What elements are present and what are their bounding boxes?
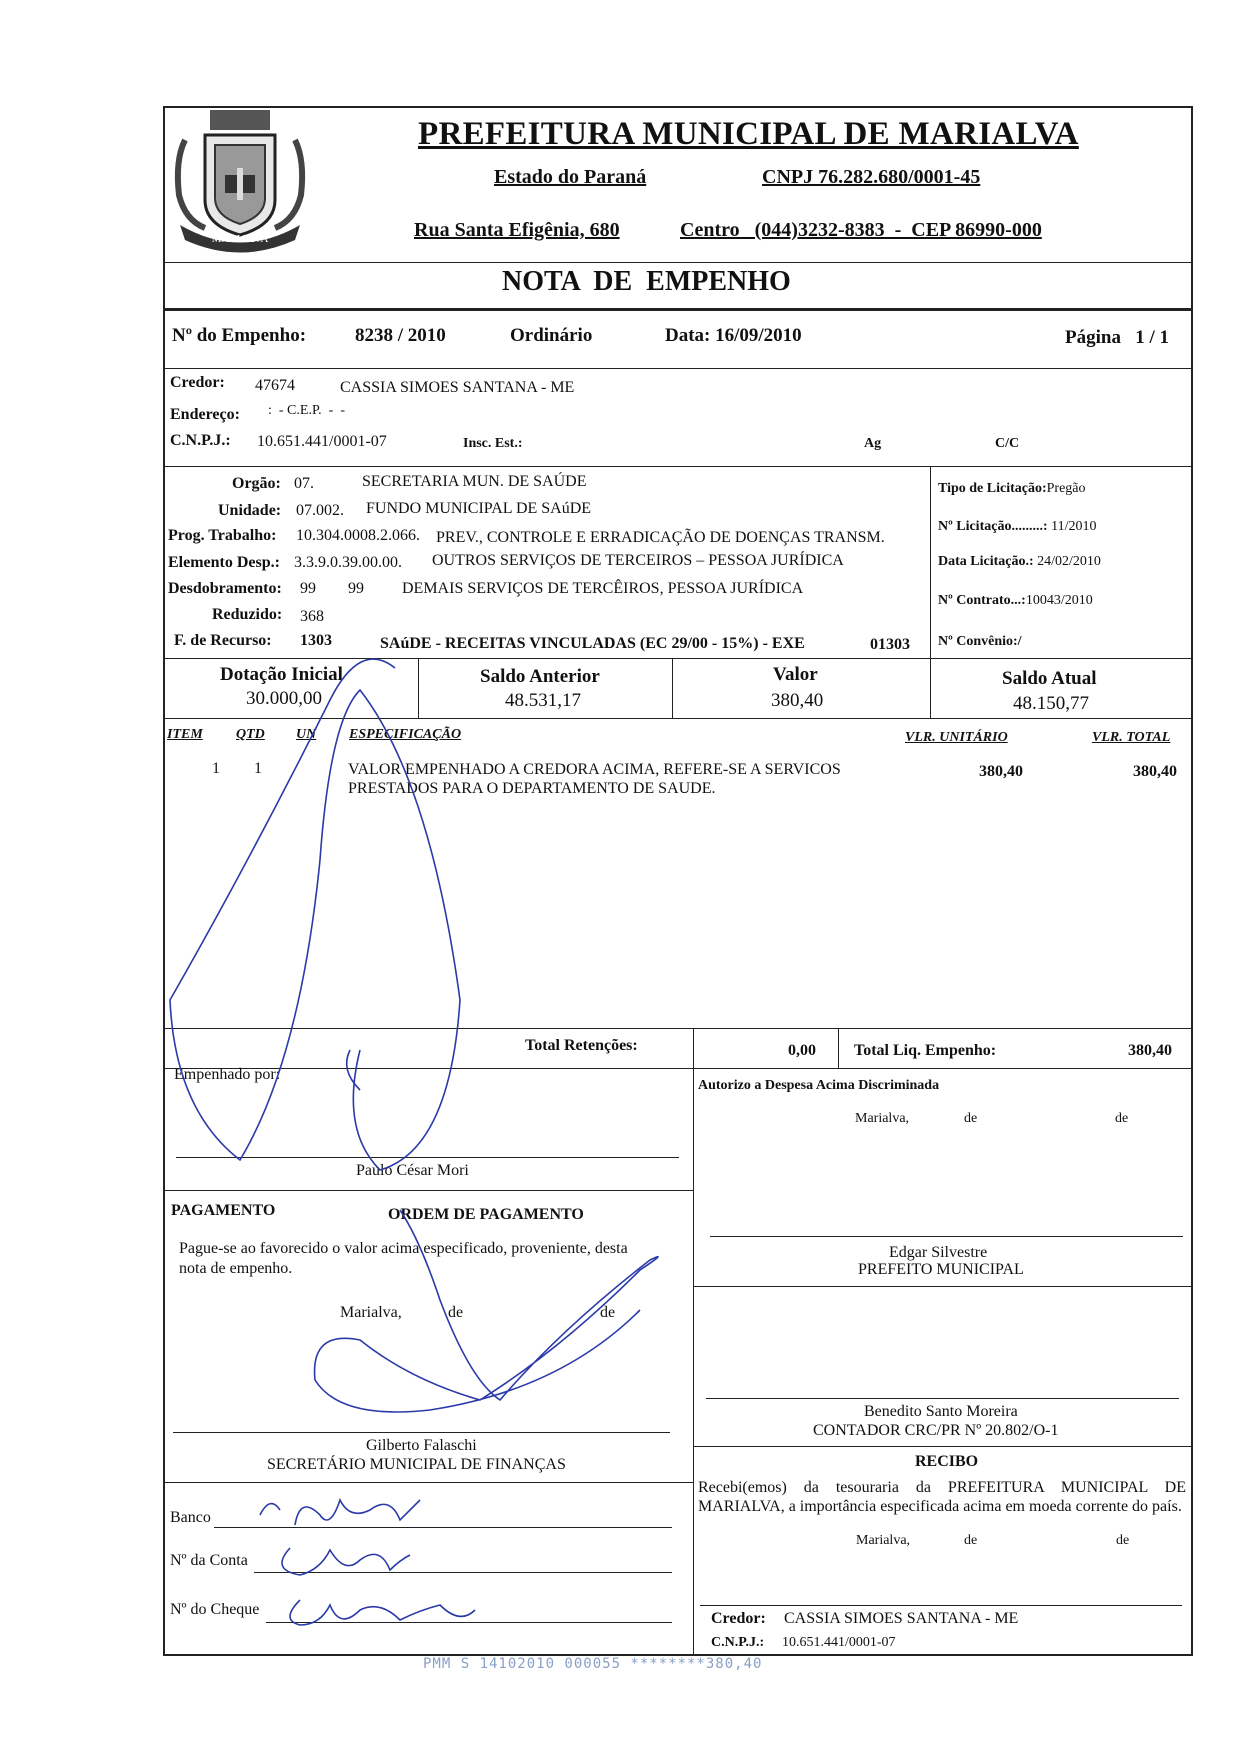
place-marialva: Marialva,	[855, 1111, 910, 1126]
orgao-name: SECRETARIA MUN. DE SAÚDE	[362, 473, 587, 490]
coat-of-arms-logo	[165, 100, 315, 262]
num-licitacao-value: 11/2010	[1051, 519, 1097, 534]
credor-name: CASSIA SIMOES SANTANA - ME	[340, 379, 575, 396]
street-address: Rua Santa Efigênia, 680	[414, 219, 620, 241]
date-de: de	[964, 1533, 978, 1548]
col-especificacao-header: ESPECIFICAÇÃO	[349, 727, 462, 742]
desdobramento-code: 99	[300, 580, 316, 597]
empenhado-por-name: Paulo César Mori	[356, 1162, 469, 1179]
cheque-field-line	[266, 1622, 672, 1623]
desdobramento-code: 99	[348, 580, 364, 597]
empenho-label: Nº do Empenho:	[172, 325, 307, 346]
banco-field-line	[214, 1527, 672, 1528]
place-marialva: Marialva,	[340, 1304, 402, 1321]
recibo-cnpj-label: C.N.P.J.:	[711, 1635, 765, 1650]
contrato-value: 10043/2010	[1025, 593, 1093, 608]
place-marialva: Marialva,	[856, 1533, 911, 1548]
date-de: de	[448, 1304, 464, 1321]
endereco-value: : - C.E.P. - -	[268, 403, 345, 418]
secretario-title: SECRETÁRIO MUNICIPAL DE FINANÇAS	[267, 1456, 566, 1473]
divider	[693, 1068, 694, 1654]
item-qty: 1	[254, 760, 262, 777]
page-number: Página 1 / 1	[1065, 327, 1169, 348]
insc-est-label: Insc. Est.:	[463, 436, 523, 451]
agencia-label: Ag	[864, 436, 882, 451]
divider	[418, 658, 419, 718]
data-licitacao-value: 24/02/2010	[1037, 554, 1101, 569]
conta-field-line	[254, 1572, 672, 1573]
convenio-label: Nº Convênio:/	[938, 634, 1022, 649]
prefeito-name: Edgar Silvestre	[889, 1244, 988, 1261]
unidade-name: FUNDO MUNICIPAL DE SAúDE	[366, 500, 592, 517]
signature-line	[710, 1236, 1183, 1237]
divider	[693, 1446, 1193, 1447]
signature-line	[700, 1605, 1182, 1606]
valor-value: 380,40	[771, 690, 824, 711]
contador-name: Benedito Santo Moreira	[864, 1403, 1018, 1420]
total-retencoes-value: 0,00	[788, 1042, 816, 1059]
recurso-code-2: 01303	[870, 636, 910, 653]
orgao-code: 07.	[294, 475, 314, 492]
col-item-header: ITEM	[167, 727, 203, 742]
col-valor-unitario-header: VLR. UNITÁRIO	[905, 730, 1008, 745]
item-spec-line1: VALOR EMPENHADO A CREDORA ACIMA, REFERE-SE A SERVICOS	[348, 761, 841, 778]
total-liquido-label: Total Liq. Empenho:	[854, 1042, 997, 1059]
signature-line	[173, 1432, 670, 1433]
signature-line	[706, 1398, 1179, 1399]
doc-title: NOTA DE EMPENHO	[502, 266, 791, 297]
divider	[163, 1068, 1193, 1069]
credor-code: 47674	[255, 377, 295, 394]
elemento-label: Elemento Desp.:	[168, 554, 280, 571]
reduzido-label: Reduzido:	[212, 606, 283, 623]
ordem-pagamento-heading: ORDEM DE PAGAMENTO	[388, 1206, 584, 1223]
item-spec-line2: PRESTADOS PARA O DEPARTAMENTO DE SAUDE.	[348, 780, 716, 797]
empenho-number: 8238 / 2010	[355, 325, 446, 346]
conta-corrente-label: C/C	[995, 436, 1020, 451]
secretario-name: Gilberto Falaschi	[366, 1437, 477, 1454]
date-de: de	[964, 1111, 978, 1126]
desdobramento-name: DEMAIS SERVIÇOS DE TERCÊIROS, PESSOA JURÍDICA	[402, 580, 804, 597]
recibo-heading: RECIBO	[915, 1453, 979, 1470]
divider	[693, 1028, 694, 1068]
dotacao-label: Dotação Inicial	[220, 664, 343, 685]
col-un-header: UN	[296, 727, 317, 742]
credor-label: Credor:	[170, 374, 225, 391]
autorizo-heading: Autorizo a Despesa Acima Discriminada	[698, 1078, 940, 1093]
elemento-code: 3.3.9.0.39.00.00.	[294, 554, 402, 571]
recibo-cnpj-value: 10.651.441/0001-07	[782, 1635, 896, 1650]
endereco-label: Endereço:	[170, 406, 240, 423]
recurso-label: F. de Recurso:	[174, 632, 272, 649]
cnpj-label: C.N.P.J.:	[170, 432, 231, 449]
signature-line	[176, 1157, 679, 1158]
prog-trabalho-label: Prog. Trabalho:	[168, 527, 277, 544]
divider	[163, 1482, 693, 1483]
address-contact: Centro (044)3232-8383 - CEP 86990-000	[680, 219, 1042, 241]
divider	[672, 658, 673, 718]
recurso-name: SAúDE - RECEITAS VINCULADAS (EC 29/00 - 15%) - EXE	[380, 635, 805, 652]
num-licitacao-label: Nº Licitação.........:	[938, 519, 1048, 534]
empenhado-por-label: Empenhado por:	[174, 1066, 281, 1083]
total-retencoes-label: Total Retenções:	[525, 1037, 638, 1054]
prefeitura-title: PREFEITURA MUNICIPAL DE MARIALVA	[418, 116, 1079, 152]
date-de: de	[1115, 1111, 1129, 1126]
saldo-anterior-value: 48.531,17	[505, 690, 581, 711]
tipo-licitacao-label: Tipo de Licitação:	[938, 481, 1047, 496]
valor-label: Valor	[773, 664, 818, 685]
dotacao-value: 30.000,00	[246, 688, 322, 709]
item-total-value: 380,40	[1133, 763, 1177, 780]
recibo-credor-name: CASSIA SIMOES SANTANA - ME	[784, 1610, 1019, 1627]
pague-se-text-line2: nota de empenho.	[179, 1260, 293, 1277]
saldo-anterior-label: Saldo Anterior	[480, 666, 600, 687]
divider	[163, 1190, 693, 1191]
recibo-text: Recebi(emos) da tesouraria da PREFEITURA MUNICIPAL DE MARIALVA, a importância especificada acima em moeda corrente do país.	[698, 1479, 1186, 1515]
desdobramento-label: Desdobramento:	[168, 580, 282, 597]
prog-trabalho-name: PREV., CONTROLE E ERRADICAÇÃO DE DOENÇAS TRANSM.	[436, 529, 885, 546]
elemento-name: OUTROS SERVIÇOS DE TERCEIROS – PESSOA JURÍDICA	[432, 552, 844, 569]
saldo-atual-value: 48.150,77	[1013, 693, 1089, 714]
banco-label: Banco	[170, 1509, 211, 1526]
recurso-code: 1303	[300, 632, 332, 649]
recibo-credor-label: Credor:	[711, 1610, 766, 1627]
contrato-label: Nº Contrato...:	[938, 593, 1026, 608]
data-licitacao-label: Data Licitação.:	[938, 554, 1034, 569]
saldo-atual-label: Saldo Atual	[1002, 668, 1097, 689]
pagamento-heading: PAGAMENTO	[171, 1202, 276, 1219]
col-qtd-header: QTD	[236, 727, 265, 742]
logo-banner-text: MARIALVA	[211, 233, 269, 245]
reduzido-code: 368	[300, 608, 324, 625]
empenho-type: Ordinário	[510, 325, 593, 346]
prefeito-title: PREFEITO MUNICIPAL	[858, 1261, 1024, 1278]
col-valor-total-header: VLR. TOTAL	[1092, 730, 1171, 745]
item-number: 1	[212, 760, 220, 777]
divider	[693, 1286, 1193, 1287]
contador-title: CONTADOR CRC/PR Nº 20.802/O-1	[813, 1422, 1059, 1439]
divider	[163, 262, 1193, 263]
state-name: Estado do Paraná	[494, 166, 647, 188]
divider	[930, 466, 931, 658]
pague-se-text-line1: Pague-se ao favorecido o valor acima especificado, proveniente, desta	[179, 1240, 628, 1257]
divider	[838, 1028, 839, 1068]
credor-cnpj: 10.651.441/0001-07	[257, 433, 387, 450]
orgao-label: Orgão:	[232, 475, 281, 492]
divider	[163, 466, 1193, 467]
divider	[163, 368, 1193, 369]
item-unit-value: 380,40	[979, 763, 1023, 780]
empenho-date: Data: 16/09/2010	[665, 325, 802, 346]
conta-label: Nº da Conta	[170, 1552, 248, 1569]
total-liquido-value: 380,40	[1128, 1042, 1172, 1059]
divider	[163, 718, 1193, 719]
divider	[163, 658, 1193, 659]
divider	[930, 658, 931, 718]
unidade-code: 07.002.	[296, 502, 344, 519]
cnpj-header: CNPJ 76.282.680/0001-45	[762, 166, 981, 188]
date-de: de	[600, 1304, 616, 1321]
prog-trabalho-code: 10.304.0008.2.066.	[296, 527, 420, 544]
cheque-label: Nº do Cheque	[170, 1601, 260, 1618]
tipo-licitacao-value: Pregão	[1046, 481, 1086, 496]
unidade-label: Unidade:	[218, 502, 282, 519]
divider	[163, 1028, 1193, 1029]
divider	[163, 308, 1193, 311]
date-de: de	[1116, 1533, 1130, 1548]
payment-stamp: PMM S 14102010 000055 ********380,40	[423, 1656, 763, 1672]
